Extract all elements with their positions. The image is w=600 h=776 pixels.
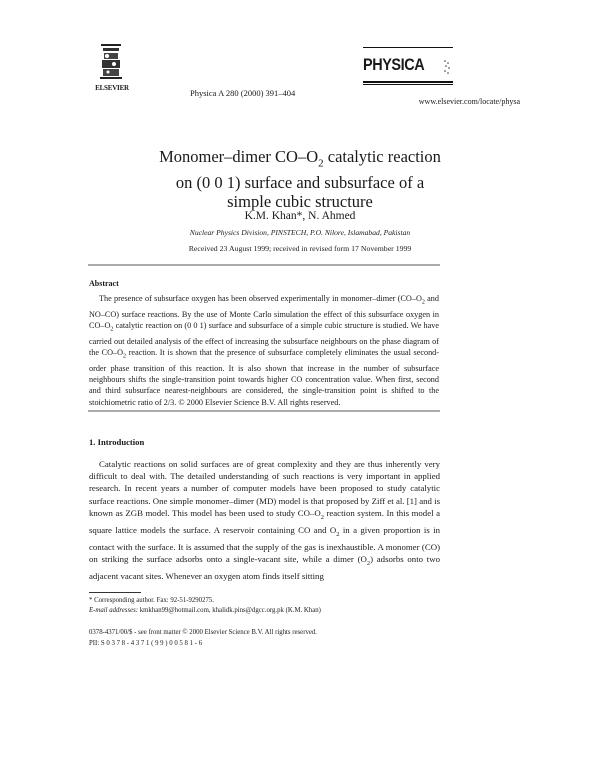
body-subscript: 2: [366, 559, 371, 567]
publisher-name: ELSEVIER: [95, 84, 129, 92]
title-line-3: simple cubic structure: [227, 192, 373, 212]
abstract-subscript: 2: [123, 353, 127, 360]
physica-emblem-icon: [443, 59, 451, 75]
brand-rule-top: [363, 47, 453, 48]
abstract-text: [89, 293, 439, 408]
title-line-1-end: catalytic reaction: [323, 147, 441, 166]
section-heading-introduction: 1. Introduction: [89, 437, 145, 447]
abstract-subscript: 2: [110, 326, 114, 333]
abstract-bottom-rule: [88, 410, 440, 412]
journal-brand: [363, 47, 453, 85]
title-line-2: on (0 0 1) surface and subsurface of a: [175, 173, 425, 193]
body-segment: reaction system. In this model a square lattice models the surface. A reservoir containing CO and O: [89, 507, 440, 535]
journal-citation: Physica A 280 (2000) 391–404: [190, 88, 296, 98]
brand-rule-bottom-thin: [363, 84, 453, 85]
body-segment: in a given proportion is in contact with the surface. It is assumed that the supply of the gas is inexhaustible. A monomer (CO) on striking the surface adsorbs onto a single-vacant site, while a dimer (O: [89, 524, 440, 564]
footnotes: [89, 596, 440, 616]
received-dates: Received 23 August 1999; received in revised form 17 November 1999: [188, 244, 412, 253]
corresponding-author-note: * Corresponding author. Fax: 92-51-9290275.: [89, 597, 214, 604]
abstract-segment: catalytic reaction on (0 0 1) surface and subsurface of a simple cubic structure is studied. We have carried out detailed analysis of the effect of increasing the subsurface neighbours on the phase diagram of the CO–O: [89, 321, 439, 358]
journal-url[interactable]: www.elsevier.com/locate/physa: [418, 97, 520, 106]
affiliation: Nuclear Physics Division, PINSTECH, P.O. Nilore, Islamabad, Pakistan: [189, 228, 411, 237]
abstract-segment: The presence of subsurface oxygen has been observed experimentally in monomer–dimer (CO–O: [99, 294, 422, 303]
journal-brand-name: PHYSICA: [363, 55, 425, 74]
title-subscript: 2: [318, 157, 324, 170]
front-matter: [89, 627, 440, 649]
email-note: [89, 606, 440, 616]
authors: K.M. Khan*, N. Ahmed: [244, 210, 356, 222]
abstract-heading: Abstract: [89, 279, 119, 288]
footnote-rule: [89, 592, 141, 593]
body-subscript: 2: [320, 513, 324, 521]
body-segment: Catalytic reactions on solid surfaces are of great complexity and they are thus inherently very difficult to deal with. The detailed understanding of such reactions is very important in applied research. In recent years a number of computer models have been proposed to study catalytic surface reactions. One simple monomer–dimer (MD) model is that proposed by Ziff et al. [1] and is known as ZGB model. This model has been used to study CO–O: [89, 459, 440, 518]
pii-line: PII: S 0 3 7 8 - 4 3 7 1 ( 9 9 ) 0 0 5 8 1 - 6: [89, 640, 203, 647]
abstract-subscript: 2: [421, 299, 425, 306]
introduction-text: [89, 458, 440, 582]
abstract-segment: and NO–CO) surface reactions. By the use of Monte Carlo simulation the effect of this subsurface oxygen in CO–O: [89, 294, 439, 331]
email-label: E-mail addresses:: [89, 607, 139, 614]
article-title: [80, 147, 520, 211]
title-line-1: Monomer–dimer CO–O: [159, 147, 319, 166]
email-addresses[interactable]: kmkhan99@hotmail.com, khalidk.pins@dgcc.org.pk (K.M. Khan): [138, 607, 321, 614]
publisher-logo: [90, 44, 134, 96]
abstract-top-rule: [88, 264, 440, 266]
body-segment: ) adsorbs onto two adjacent vacant sites. Whenever an oxygen atom finds itself sitting: [89, 553, 440, 581]
issn-line: 0378-4371/00/$ - see front matter © 2000 Elsevier Science B.V. All rights reserved.: [89, 629, 317, 636]
elsevier-tree-icon: [97, 44, 125, 82]
body-subscript: 2: [336, 530, 340, 538]
abstract-segment: reaction. It is shown that the presence of subsurface completely eliminates the usual second-order phase transition of this reaction. It is also shown that increase in the number of subsurface neighbours shifts the single-transition point towards higher CO concentration value. When first, second and third subsurface nearest-neighbours are considered, the single-transition point is shifted to the stoichiometric ratio of 2/3. © 2000 Elsevier Science B.V. All rights reserved.: [89, 348, 439, 407]
brand-rule-bottom: [363, 81, 453, 83]
